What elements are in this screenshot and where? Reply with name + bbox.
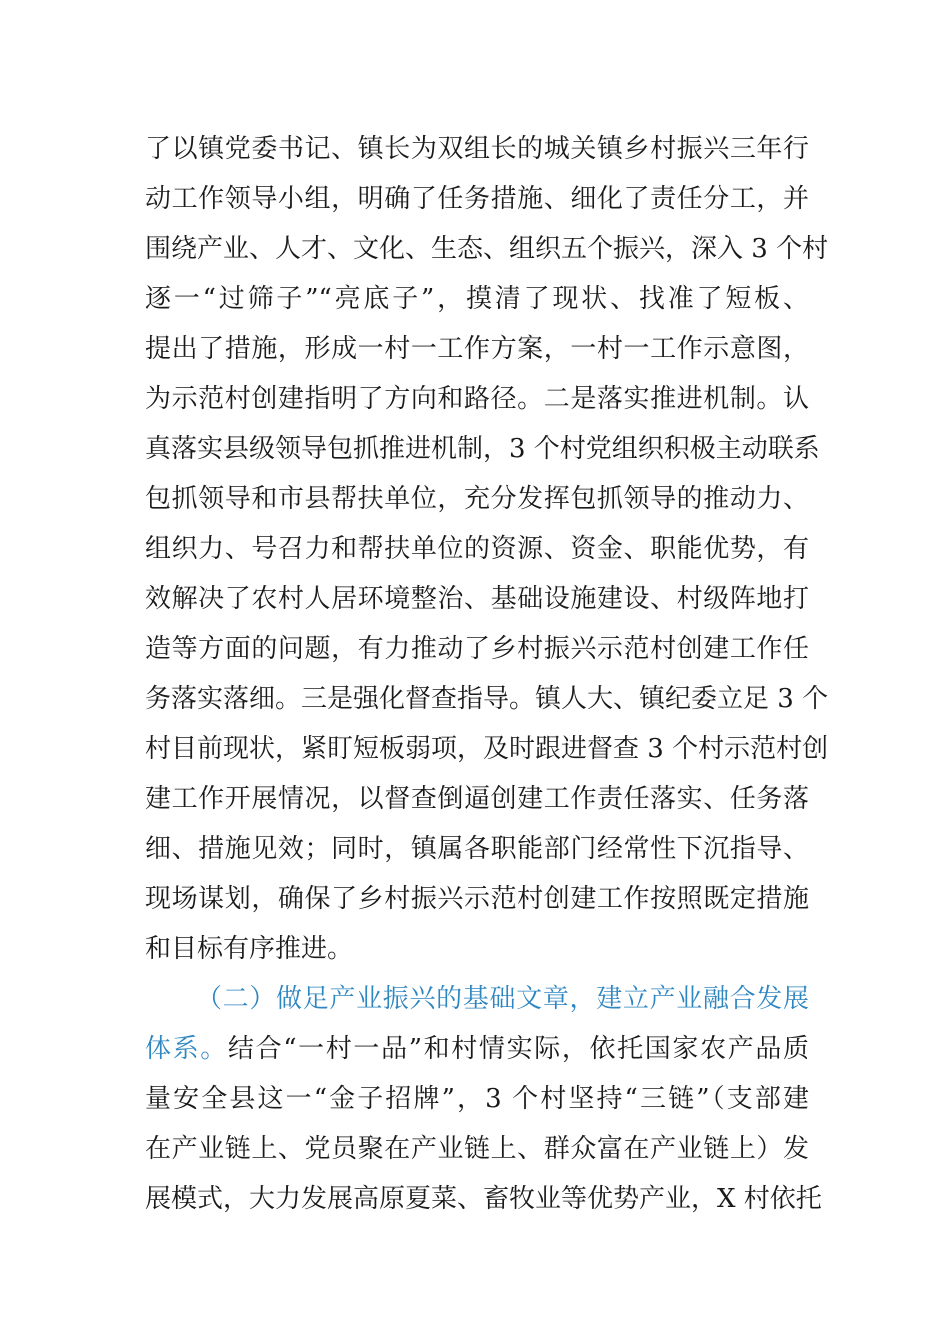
body-line: 包抓领导和市县帮扶单位，充分发挥包抓领导的推动力、 xyxy=(145,484,809,514)
body-line: 建工作开展情况，以督查倒逼创建工作责任落实、任务落 xyxy=(145,784,809,814)
body-line: 现场谋划，确保了乡村振兴示范村创建工作按照既定措施 xyxy=(145,884,809,914)
body-line: 村目前现状，紧盯短板弱项，及时跟进督查 3 个村示范村创 xyxy=(145,734,829,764)
body-line: 和目标有序推进。 xyxy=(145,934,354,964)
section-line-text: 结合“一村一品”和村情实际，依托国家农产品质 xyxy=(227,1034,809,1064)
body-line: 组织力、号召力和帮扶单位的资源、资金、职能优势，有 xyxy=(145,534,809,564)
section-line: 在产业链上、党员聚在产业链上、群众富在产业链上）发 xyxy=(145,1134,809,1164)
section-line xyxy=(145,1024,809,1074)
body-line: 真落实县级领导包抓推进机制，3 个村党组织积极主动联系 xyxy=(145,434,820,464)
section-line: 量安全县这一“金子招牌”，3 个村坚持“三链”（支部建 xyxy=(145,1084,809,1114)
body-line: 动工作领导小组，明确了任务措施、细化了责任分工，并 xyxy=(145,184,809,214)
body-line: 了以镇党委书记、镇长为双组长的城关镇乡村振兴三年行 xyxy=(145,134,809,164)
body-line: 效解决了农村人居环境整治、基础设施建设、村级阵地打 xyxy=(145,584,809,614)
body-line: 逐一“过筛子”“亮底子”，摸清了现状、找准了短板、 xyxy=(145,284,809,314)
body-line: 务落实落细。三是强化督查指导。镇人大、镇纪委立足 3 个 xyxy=(145,684,829,714)
section-heading: （二）做足产业振兴的基础文章，建立产业融合发展 xyxy=(196,984,809,1014)
body-line: 围绕产业、人才、文化、生态、组织五个振兴，深入 3 个村 xyxy=(145,234,829,264)
body-line: 提出了措施，形成一村一工作方案，一村一工作示意图， xyxy=(145,334,809,364)
section-heading-end: 体系。 xyxy=(145,1034,228,1064)
section-line: 展模式，大力发展高原夏菜、畜牧业等优势产业，X 村依托 xyxy=(145,1184,822,1214)
body-line: 细、措施见效；同时，镇属各职能部门经常性下沉指导、 xyxy=(145,834,809,864)
body-line: 为示范村创建指明了方向和路径。二是落实推进机制。认 xyxy=(145,384,809,414)
body-line: 造等方面的问题，有力推动了乡村振兴示范村创建工作任 xyxy=(145,634,809,664)
